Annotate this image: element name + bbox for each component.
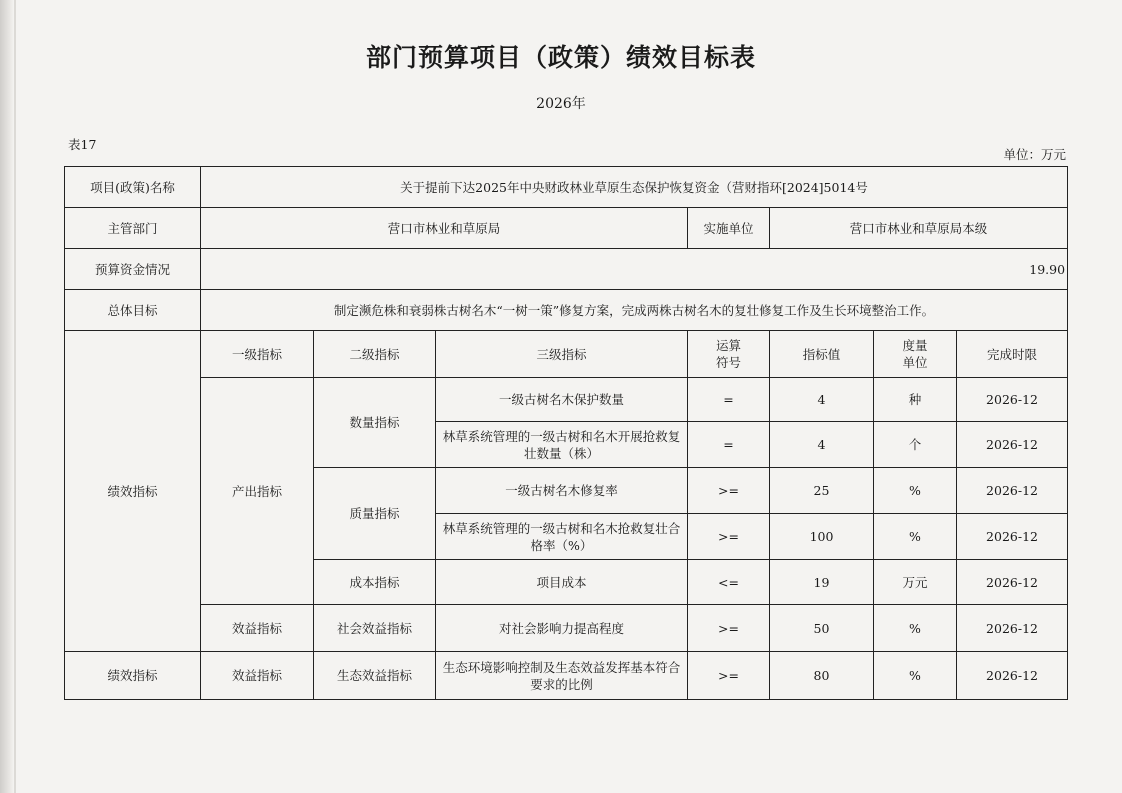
indicator-operator: >= [688,652,770,700]
indicator-unit: 万元 [874,560,957,605]
indicator-unit: % [874,652,957,700]
implementing-unit-label: 实施单位 [688,208,770,249]
budget-amount: 19.90 [201,249,1068,290]
quantity-indicator-group: 数量指标 [314,378,436,468]
indicator-unit: 个 [874,422,957,468]
indicator-deadline: 2026-12 [957,468,1068,514]
performance-indicator-label: 绩效指标 [65,331,201,652]
header-value: 指标值 [770,331,874,378]
indicator-deadline: 2026-12 [957,605,1068,652]
overall-goal-row [65,290,1068,331]
project-name-row [65,167,1068,208]
page-binding-edge [0,0,14,793]
indicator-header-row [65,331,1068,378]
indicator-name: 一级古树名木修复率 [436,468,688,514]
indicator-unit: 种 [874,378,957,422]
department-value: 营口市林业和草原局 [201,208,688,249]
eco-benefit-group: 生态效益指标 [314,652,436,700]
department-label: 主管部门 [65,208,201,249]
quality-indicator-group: 质量指标 [314,468,436,560]
indicator-operator: = [688,422,770,468]
indicator-deadline: 2026-12 [957,378,1068,422]
indicator-unit: % [874,468,957,514]
header-operator: 运算 符号 [688,331,770,378]
cost-indicator-group: 成本指标 [314,560,436,605]
indicator-deadline: 2026-12 [957,560,1068,605]
indicator-name: 对社会影响力提高程度 [436,605,688,652]
performance-indicator-label-2: 绩效指标 [65,652,201,700]
budget-label: 预算资金情况 [65,249,201,290]
header-level2: 二级指标 [314,331,436,378]
indicator-value: 100 [770,514,874,560]
budget-row [65,249,1068,290]
indicator-operator: >= [688,605,770,652]
header-level3: 三级指标 [436,331,688,378]
implementing-unit-value: 营口市林业和草原局本级 [770,208,1068,249]
budget-year: 2026年 [536,96,586,112]
output-indicator-group: 产出指标 [201,378,314,605]
indicator-operator: >= [688,468,770,514]
indicator-deadline: 2026-12 [957,652,1068,700]
table-row [65,605,1068,652]
overall-goal-label: 总体目标 [65,290,201,331]
indicator-value: 25 [770,468,874,514]
indicator-name: 生态环境影响控制及生态效益发挥基本符合要求的比例 [436,652,688,700]
page-title: 部门预算项目（政策）绩效目标表 [365,43,756,72]
indicator-name: 一级古树名木保护数量 [436,378,688,422]
overall-goal-value: 制定濒危株和衰弱株古树名木“一树一策”修复方案，完成两株古树名木的复壮修复工作及生长环境整治工作。 [201,290,1068,331]
indicator-operator: >= [688,514,770,560]
performance-target-table [64,166,1068,700]
indicator-name: 林草系统管理的一级古树和名木抢救复壮合格率（%） [436,514,688,560]
indicator-value: 4 [770,378,874,422]
indicator-value: 4 [770,422,874,468]
project-name-value: 关于提前下达2025年中央财政林业草原生态保护恢复资金（营财指环[2024]5014号 [201,167,1068,208]
table-row [65,652,1068,700]
indicator-deadline: 2026-12 [957,422,1068,468]
indicator-value: 80 [770,652,874,700]
indicator-unit: % [874,605,957,652]
indicator-unit: % [874,514,957,560]
header-deadline: 完成时限 [957,331,1068,378]
project-name-label: 项目(政策)名称 [65,167,201,208]
table-number: 表17 [68,137,97,152]
indicator-operator: = [688,378,770,422]
benefit-indicator-group: 效益指标 [201,605,314,652]
indicator-operator: <= [688,560,770,605]
header-unit: 度量 单位 [874,331,957,378]
indicator-value: 19 [770,560,874,605]
table-row [65,378,1068,422]
benefit-indicator-group-2: 效益指标 [201,652,314,700]
indicator-name: 林草系统管理的一级古树和名木开展抢救复壮数量（株） [436,422,688,468]
currency-unit: 单位：万元 [1003,147,1066,162]
department-row [65,208,1068,249]
indicator-name: 项目成本 [436,560,688,605]
social-benefit-group: 社会效益指标 [314,605,436,652]
header-level1: 一级指标 [201,331,314,378]
indicator-value: 50 [770,605,874,652]
indicator-deadline: 2026-12 [957,514,1068,560]
page-binding-line [14,0,16,793]
